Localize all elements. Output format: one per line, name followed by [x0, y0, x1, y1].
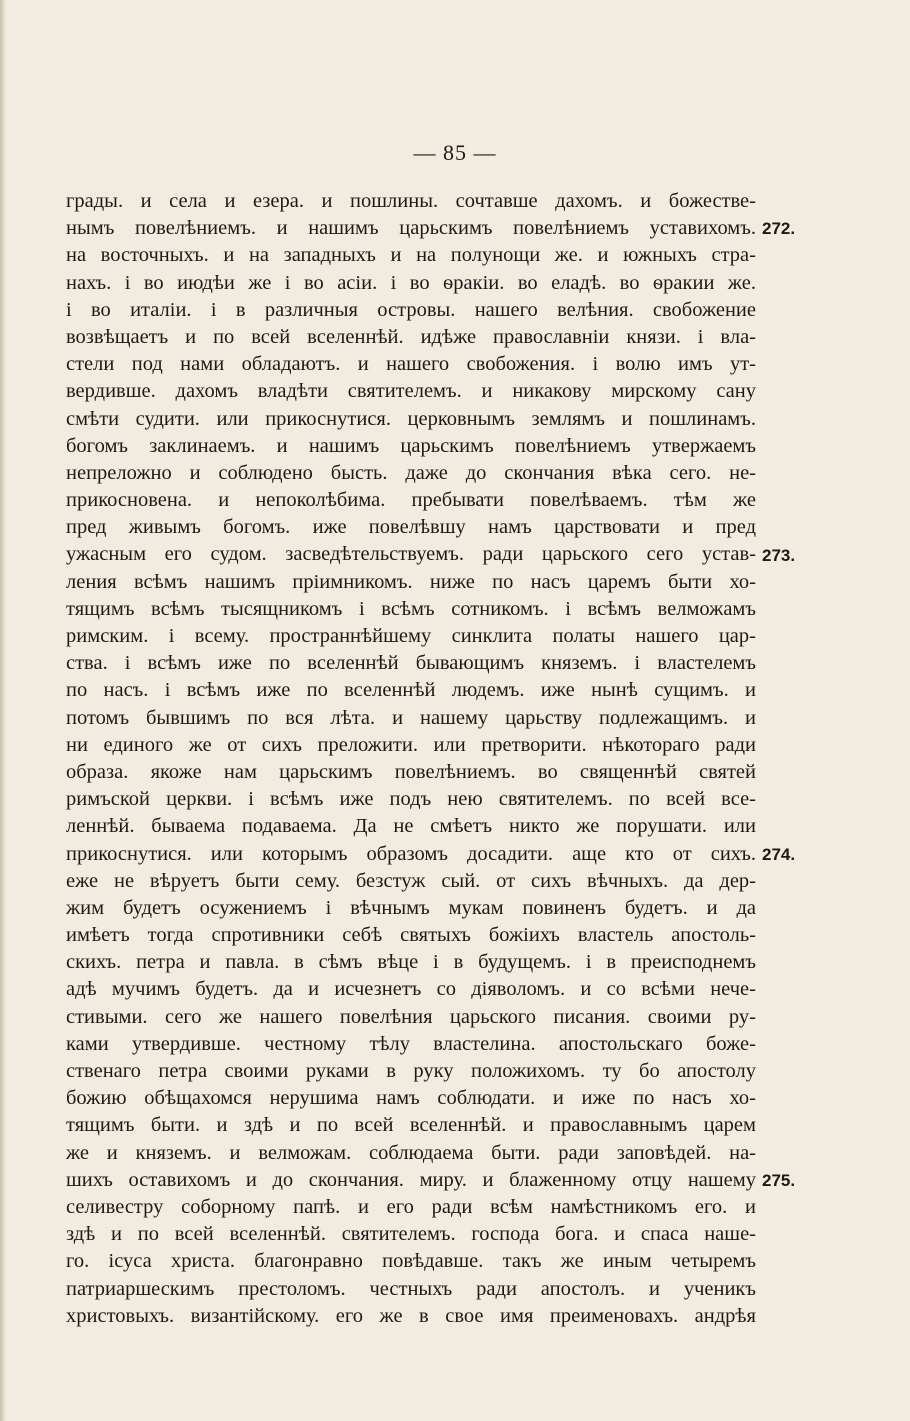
margin-number: 274. — [762, 844, 796, 864]
text-line: божию обѣщахомся нерушима намъ соблюдати. и иже по насъ хо- — [66, 1087, 756, 1110]
text-line: жим будетъ осужениемъ і вѣчнымъ мукам повиненъ будетъ. и да — [66, 896, 756, 919]
page-edge — [0, 0, 6, 1421]
text-line: римским. і всему. пространнѣйшему синклита полаты нашего цар- — [66, 625, 756, 647]
text-line: нахъ. і во июдѣи же і во асіи. і во ѳракіи. во еладѣ. во ѳракии же. — [66, 271, 756, 294]
text-line: непреложно и соблюдено бысть. даже до скончания вѣка сего. не- — [66, 461, 756, 484]
text-line: прикоснутися. или которымъ образомъ досадити. аще кто от сихъ. — [66, 842, 756, 865]
text-line: ства. і всѣмъ иже по вселеннѣй бывающимъ княземъ. і властелемъ — [66, 652, 756, 675]
text-line: христовыхъ. византійскому. его же в свое имя преименовахъ. андрѣя — [66, 1304, 756, 1327]
text-line: ственаго петра своими руками в руку положихомъ. ту бо апостолу — [66, 1060, 756, 1082]
text-line: тящимъ всѣмъ тысящникомъ і всѣмъ сотникомъ. і всѣмъ велможамъ — [66, 597, 756, 620]
text-line: стивыми. сего же нашего повелѣния царьского писания. своими ру- — [66, 1005, 756, 1028]
text-line: селивестру соборному папѣ. и его ради всѣм намѣстникомъ его. и — [66, 1195, 756, 1218]
margin-number: 275. — [762, 1171, 796, 1191]
text-line: скихъ. петра и павла. в сѣмъ вѣце і в будущемъ. і в преисподнемъ — [66, 951, 756, 974]
margin-number: 273. — [762, 545, 796, 565]
text-line: возвѣщаетъ и по всей вселеннѣй. идѣже православніи князи. і вла- — [66, 325, 756, 348]
text-line: же и княземъ. и велможам. соблюдаема быти. ради заповѣдей. на- — [66, 1141, 756, 1164]
text-line: леннѣй. бываема подаваема. Да не смѣетъ никто же порушати. или — [66, 815, 756, 838]
page-number: — 85 — — [413, 140, 497, 165]
text-line: пред живымъ богомъ. иже повелѣвшу намъ царствовати и пред — [66, 516, 756, 539]
text-line: нымъ повелѣниемъ. и нашимъ царьскимъ повелѣниемъ уставихомъ. — [66, 217, 756, 240]
text-line: еже не вѣруетъ быти сему. безстуж сый. от сихъ вѣчныхъ. да дер- — [66, 869, 756, 892]
margin-number: 272. — [762, 219, 796, 239]
text-line: богомъ заклинаемъ. и нашимъ царьскимъ повелѣниемъ утвержаемъ — [66, 434, 756, 457]
text-line: стели под нами обладаютъ. и нашего свобожения. і волю имъ ут- — [66, 353, 756, 376]
text-line: тящимъ быти. и здѣ и по всей вселеннѣй. и православнымъ царем — [66, 1114, 756, 1137]
text-line: потомъ бывшимъ по вся лѣта. и нашему царьству подлежащимъ. и — [66, 706, 756, 729]
text-line: ужасным его судом. засведѣтельствуемъ. ради царьского сего устав- — [66, 543, 756, 566]
text-line: смѣти судити. или прикоснутися. церковнымъ землямъ и пошлинамъ. — [66, 407, 756, 430]
text-block — [66, 188, 756, 1330]
text-line: вердивше. дахомъ владѣти святителемъ. и никакову мирскому сану — [66, 380, 756, 403]
text-line: на восточныхъ. и на западныхъ и на полунощи же. и южныхъ стра- — [66, 244, 756, 267]
text-line: римъской церкви. і всѣмъ иже подъ нею святителемъ. по всей все- — [66, 788, 756, 811]
text-line: адѣ мучимъ будетъ. да и исчезнетъ со діяволомъ. и со всѣми нече- — [66, 978, 756, 1001]
text-line: образа. якоже нам царьскимъ повелѣниемъ. во священнѣй святей — [66, 760, 756, 783]
text-line: шихъ оставихомъ и до скончания. миру. и блаженному отцу нашему — [66, 1168, 756, 1191]
text-line: грады. и села и езера. и пошлины. сочтавше дахомъ. и божестве- — [66, 190, 756, 212]
text-line: ни единого же от сихъ преложити. или претворити. нѣкотораго ради — [66, 733, 756, 756]
text-line: по насъ. і всѣмъ иже по вселеннѣй людемъ. иже нынѣ сущимъ. и — [66, 679, 756, 702]
text-line: ления всѣмъ нашимъ пріимникомъ. ниже по насъ царемъ быти хо- — [66, 570, 756, 593]
text-line: і во италіи. і в различныя островы. нашего велѣния. свобожение — [66, 298, 756, 321]
text-line: го. ісуса христа. благонравно повѣдавше. такъ же иным четыремъ — [66, 1250, 756, 1273]
text-line: здѣ и по всей вселеннѣй. святителемъ. господа бога. и спаса наше- — [66, 1223, 756, 1246]
text-line: имѣетъ тогда спротивники себѣ святыхъ божіихъ властель апостоль- — [66, 924, 756, 947]
text-line: прикосновена. и непоколѣбима. пребывати повелѣваемъ. тѣм же — [66, 489, 756, 512]
text-line: патриаршескимъ престоломъ. честныхъ ради апостолъ. и ученикъ — [66, 1277, 756, 1300]
text-line: ками утвердивше. честному тѣлу властелина. апостольскаго боже- — [66, 1032, 756, 1055]
